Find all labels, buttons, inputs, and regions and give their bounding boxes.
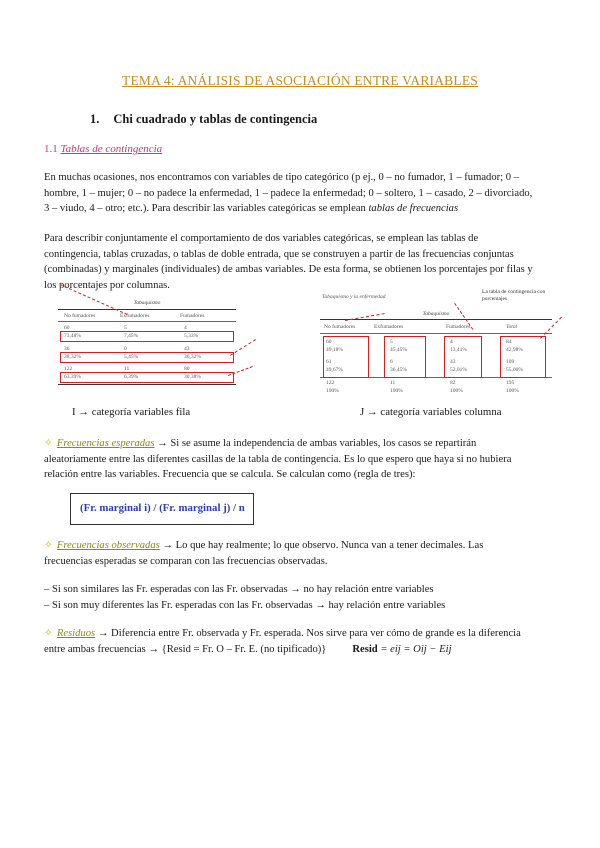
table1-cell: 4 xyxy=(184,325,187,331)
table2-cell: 100% xyxy=(450,388,463,394)
esperadas-line2: aleatoriamente entre las diferentes casillas de la tabla de contingencia. Es lo que espero que haya si no hubiera xyxy=(44,453,512,465)
table2-cell: 43 xyxy=(450,359,456,365)
table1-cell: 36,32% xyxy=(184,354,201,360)
term-esperadas: Frecuencias esperadas xyxy=(56,438,155,449)
observadas-line2: frecuencias esperadas se comparan con las frecuencias observadas. xyxy=(44,555,328,567)
highlight-col-3 xyxy=(444,336,482,378)
table2-cell: 49,18% xyxy=(326,347,343,353)
para2-line3: (combinadas) y marginales (individuales) de ambas variables. De esta forma, se obtienen los porcentajes por filas y xyxy=(44,264,533,275)
caption-columns: J → categoría variables columna xyxy=(360,406,502,418)
resid-label: Resid xyxy=(352,643,378,655)
diamond-icon: ✧ xyxy=(44,540,53,551)
residuos-line2: entre ambas frecuencias → {Resid = Fr. O – Fr. E. (no tipificado)} Resid = eij = Oij − Eij xyxy=(44,643,452,655)
table1-cell: 38,32% xyxy=(64,354,81,360)
para1-line1: En muchas ocasiones, nos encontramos con variables de tipo categórico (p ej., 0 – no fumador, 1 – fumador; 0 – xyxy=(44,172,519,183)
table2-cell: 13,41% xyxy=(450,347,467,353)
paragraph-intro xyxy=(44,170,559,217)
table2-cell: 100% xyxy=(506,388,519,394)
table2-cell: 4 xyxy=(450,339,453,345)
table1-header: Fumadores xyxy=(180,313,205,319)
comparison-item: – Si son muy diferentes las Fr. esperadas con las Fr. observadas → hay relación entre variables xyxy=(44,599,446,611)
comparison-list xyxy=(44,582,559,613)
table1-header: Exfumadores xyxy=(120,313,150,319)
table2-header: Total xyxy=(506,324,518,330)
term-observadas: Frecuencias observadas xyxy=(56,540,160,551)
bullet-residuos: ✧ Residuos → Diferencia entre Fr. observada y Fr. esperada. Nos sirve para ver cómo de grande es la diferencia entre ambas frecuencias → {Resid = Fr. O – Fr. E. (no tipificado)} Resid = eij = Oij − Eij xyxy=(44,626,564,657)
table2-cell: 195 xyxy=(506,380,515,386)
table1-header: No fumadores xyxy=(64,313,96,319)
table-row-percent xyxy=(58,297,236,392)
term-residuos: Residuos xyxy=(56,628,96,639)
table2-cell: 60 xyxy=(326,339,332,345)
diamond-icon: ✧ xyxy=(44,628,53,639)
table1-cell: 122 xyxy=(64,366,73,372)
para1-italic: tablas de frecuencias xyxy=(368,203,459,214)
table1-cell: 36 xyxy=(64,346,70,352)
para2-line4: los porcentajes por columnas. xyxy=(44,279,170,291)
section-heading xyxy=(90,112,317,127)
para2-line1: Para describir conjuntamente el comportamiento de dos variables categóricas, se emplean las tablas de xyxy=(44,233,479,244)
bullet-esperadas: ✧ Frecuencias esperadas → Si se asume la independencia de ambas variables, los casos se repartirán aleatoriamente entre las diferentes casillas de la tabla de contingencia. Es lo que espero que haya si no hubiera relación entre las variables. Frecuencia que se calcula. Se calculan como (regla de tres): xyxy=(44,436,559,483)
formula-text: (Fr. marginal i) / (Fr. marginal j) / n xyxy=(80,502,245,514)
table-column-percent xyxy=(320,289,552,397)
table2-cell: 42,98% xyxy=(506,347,523,353)
subsection-heading xyxy=(44,143,162,155)
highlight-col-2 xyxy=(384,336,426,378)
table1-cell: 30,38% xyxy=(184,374,201,380)
table2-cell: 36,45% xyxy=(390,367,407,373)
highlight-row-3 xyxy=(60,372,234,383)
table2-header: Exfumadores xyxy=(374,324,404,330)
highlight-col-4 xyxy=(500,336,546,378)
table2-cell: 45,45% xyxy=(390,347,407,353)
table2-topright: La tabla de contingencia con porcentajes xyxy=(482,289,546,302)
paragraph-contingency xyxy=(44,231,559,293)
table1-cell: 80 xyxy=(184,366,190,372)
comparison-item: – Si son similares las Fr. esperadas con las Fr. observadas → no hay relación entre variables xyxy=(44,584,434,595)
section-number: 1. xyxy=(90,112,100,126)
table1-cell: 5 xyxy=(124,325,127,331)
para1-line3: 3 – viudo, 4 – otro; etc.). Para describir las variables categóricas se emplean tablas de frecuencias xyxy=(44,203,459,214)
table1-cell: 11 xyxy=(124,366,130,372)
bullet-observadas: ✧ Frecuencias observadas → Lo que hay realmente; lo que observo. Nunca van a tener decimales. Las frecuencias esperadas se comparan con las frecuencias observadas. xyxy=(44,538,559,569)
resid-formula: = eij = Oij − Eij xyxy=(377,643,452,655)
diamond-icon: ✧ xyxy=(44,438,53,449)
table1-cell: 63,39% xyxy=(64,374,81,380)
table2-cell: 49,67% xyxy=(326,367,343,373)
table1-cell: 73,48% xyxy=(64,333,81,339)
table2-cell: 82 xyxy=(450,380,456,386)
table1-cell: 0 xyxy=(124,346,127,352)
table2-header: Fumadores xyxy=(446,324,471,330)
page-title: TEMA 4: ANÁLISIS DE ASOCIACIÓN ENTRE VARIABLES xyxy=(122,73,478,88)
subsection-number: 1.1 xyxy=(44,143,58,155)
table1-cell: 60 xyxy=(64,325,70,331)
highlight-col-1 xyxy=(323,336,369,378)
table2-cell: 61 xyxy=(326,359,332,365)
table2-cell: 52,01% xyxy=(450,367,467,373)
table2-cell: 100% xyxy=(390,388,403,394)
table1-cell: 43 xyxy=(184,346,190,352)
table2-caption: Tabaquismo xyxy=(422,311,450,317)
esperadas-line3: relación entre las variables. Frecuencia que se calcula. Se calculan como (regla de tres): xyxy=(44,469,416,480)
table1-caption: Tabaquismo xyxy=(133,300,161,306)
table2-cell: 11 xyxy=(390,380,396,386)
table1-cell: 5,45% xyxy=(124,354,139,360)
table2-topleft: Tabaquismo y la enfermedad xyxy=(322,294,386,300)
para1-line2: hombre, 1 – mujer; 0 – no padece la enfermedad, 1 – padece la enfermedad; 0 – soltero, 1 – casado, 2 – divorciado, xyxy=(44,187,533,199)
table1-cell: 6,39% xyxy=(124,374,139,380)
highlight-row-1 xyxy=(60,331,234,342)
caption-rows: I → categoría variables fila xyxy=(72,406,191,418)
table2-cell: 6 xyxy=(390,359,393,365)
table1-cell: 5,33% xyxy=(184,333,199,339)
table2-cell: 84 xyxy=(506,339,512,345)
para2-line2: contingencia, tablas cruzadas, o tablas de doble entrada, que se construyen a partir de las frecuencias conjuntas xyxy=(44,248,514,260)
table2-cell: 122 xyxy=(326,380,335,386)
table2-header: No fumadores xyxy=(324,324,356,330)
table2-cell: 109 xyxy=(506,359,515,365)
subsection-link[interactable]: Tablas de contingencia xyxy=(60,143,163,155)
table2-cell: 100% xyxy=(326,388,339,394)
section-label: Chi cuadrado y tablas de contingencia xyxy=(113,112,318,126)
highlight-row-2 xyxy=(60,352,234,363)
table2-cell: 55,00% xyxy=(506,367,523,373)
table2-cell: 5 xyxy=(390,339,393,345)
table1-cell: 7,45% xyxy=(124,333,139,339)
